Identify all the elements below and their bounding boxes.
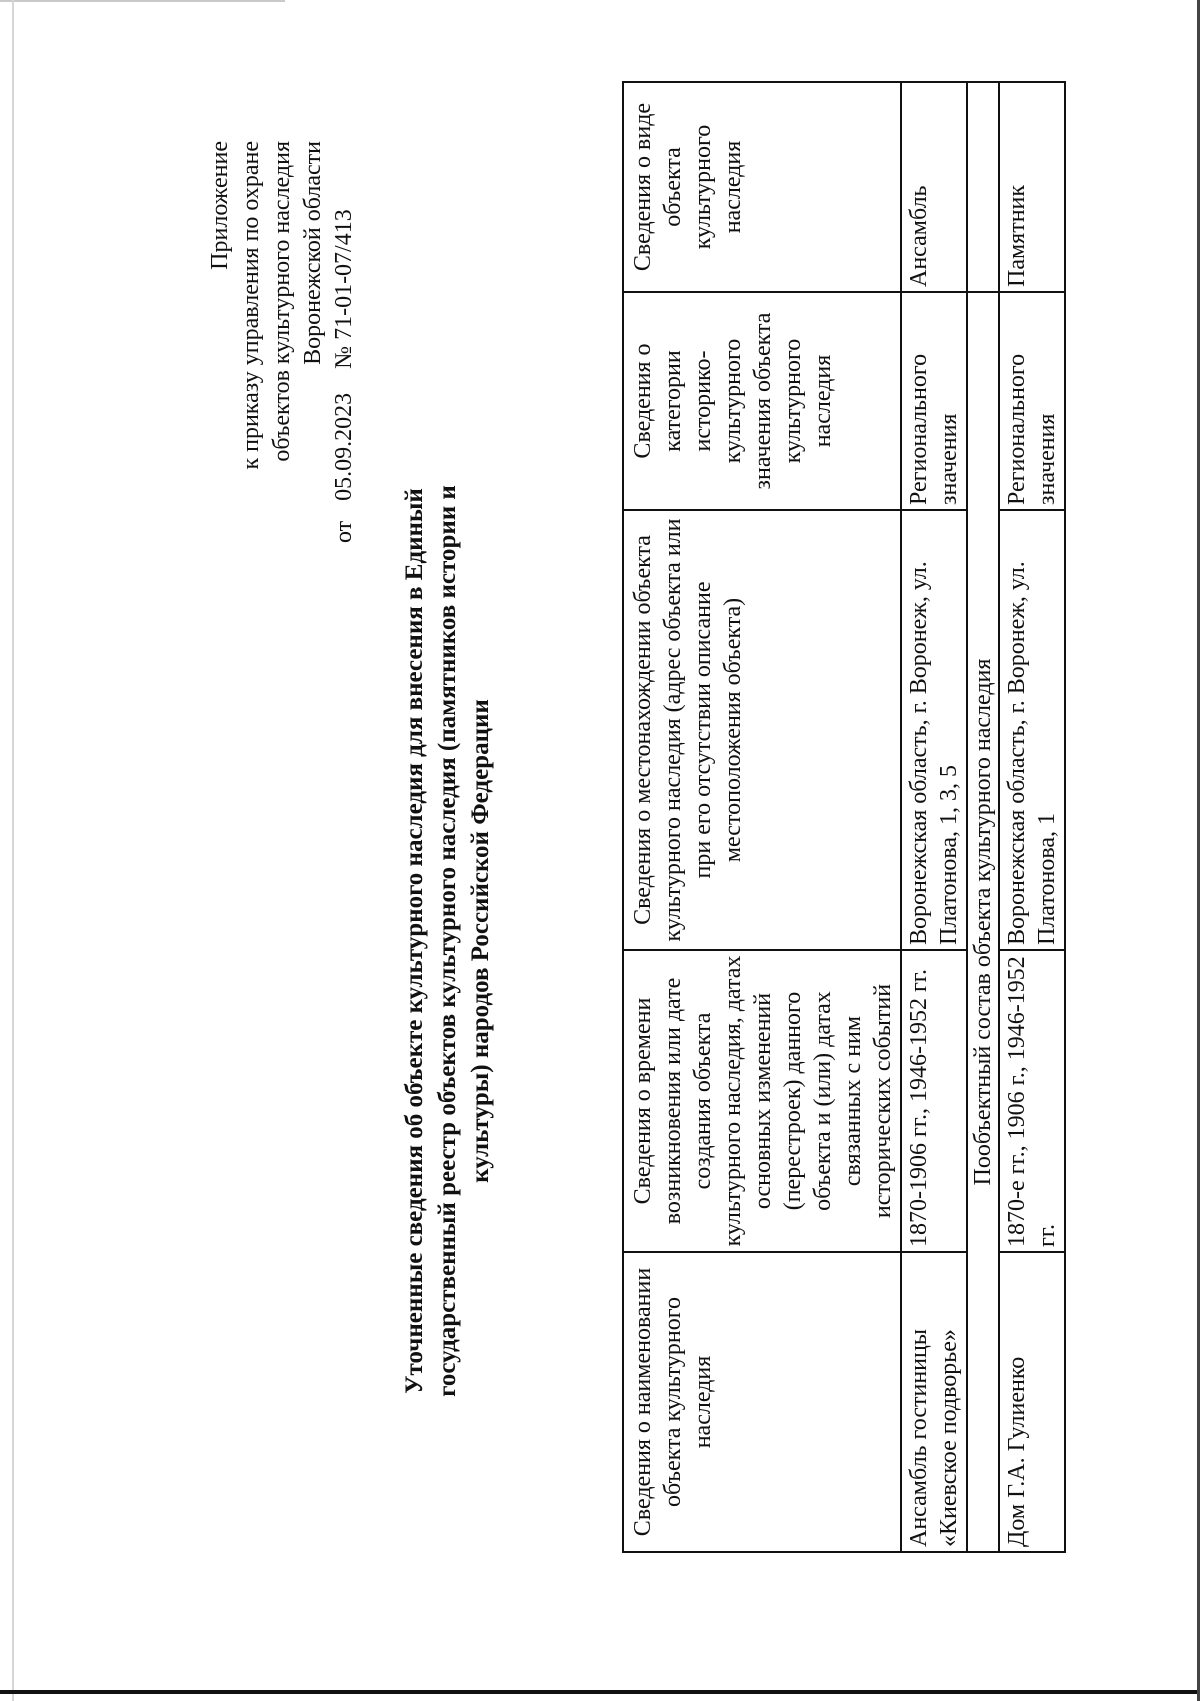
cell-object-category: Регионального значения bbox=[901, 292, 967, 510]
section-label: Пообъектный состав объекта культурного наследия bbox=[967, 292, 999, 1552]
title-line-1: Уточненные сведения об объекте культурного наследия для внесения в Единый bbox=[401, 488, 428, 1394]
order-date: 05.09.2023 bbox=[331, 392, 357, 501]
table-row bbox=[999, 82, 1065, 1552]
header-dates: Сведения о времени возникновения или дате создания объекта культурного наследия, датах основных изменений (перестроек) данного объекта и (или) датах связанных с ним исторических событий bbox=[623, 950, 901, 1252]
cell-object-kind: Памятник bbox=[999, 82, 1065, 292]
table-section-row bbox=[967, 82, 999, 1552]
appendix-region-line: Воронежской области bbox=[300, 141, 326, 365]
appendix-title: Приложение bbox=[207, 141, 233, 270]
heritage-table bbox=[622, 81, 1066, 1553]
number-prefix: № bbox=[331, 345, 357, 369]
cell-object-name: Дом Г.А. Гулиенко bbox=[999, 1252, 1065, 1552]
appendix-order-line: к приказу управления по охране bbox=[238, 141, 264, 470]
cell-object-address: Воронежская область, г. Воронеж, ул. Платонова, 1, 3, 5 bbox=[901, 510, 967, 950]
title-line-3: культуры) народов Российской Федерации bbox=[467, 699, 494, 1183]
appendix-block bbox=[205, 141, 360, 621]
header-kind: Сведения о виде объекта культурного наследия bbox=[623, 82, 901, 292]
header-address: Сведения о местонахождении объекта культурного наследия (адрес объекта или при его отсутствии описание местоположения объекта) bbox=[623, 510, 901, 950]
section-gap-cell bbox=[967, 82, 999, 292]
appendix-date-line bbox=[329, 141, 360, 621]
appendix-objects-line: объектов культурного наследия bbox=[269, 141, 295, 462]
cell-object-kind: Ансамбль bbox=[901, 82, 967, 292]
cell-object-address: Воронежская область, г. Воронеж, ул. Платонова, 1 bbox=[999, 510, 1065, 950]
cell-object-dates: 1870-1906 гг., 1946-1952 гг. bbox=[901, 950, 967, 1252]
date-prefix: от bbox=[331, 520, 357, 543]
header-category: Сведения о категории историко-культурного значения объекта культурного наследия bbox=[623, 292, 901, 510]
cell-object-category: Регионального значения bbox=[999, 292, 1065, 510]
cell-object-name: Ансамбль гостиницы «Киевское подворье» bbox=[901, 1252, 967, 1552]
order-number: 71-01-07/413 bbox=[331, 209, 357, 340]
table-header-row bbox=[623, 82, 901, 1552]
header-name: Сведения о наименовании объекта культурного наследия bbox=[623, 1252, 901, 1552]
document-title bbox=[398, 361, 497, 1521]
cell-object-dates: 1870-е гг., 1906 г., 1946-1952 гг. bbox=[999, 950, 1065, 1252]
table-row bbox=[901, 82, 967, 1552]
title-line-2: государственный реестр объектов культурного наследия (памятников истории и bbox=[434, 485, 461, 1397]
